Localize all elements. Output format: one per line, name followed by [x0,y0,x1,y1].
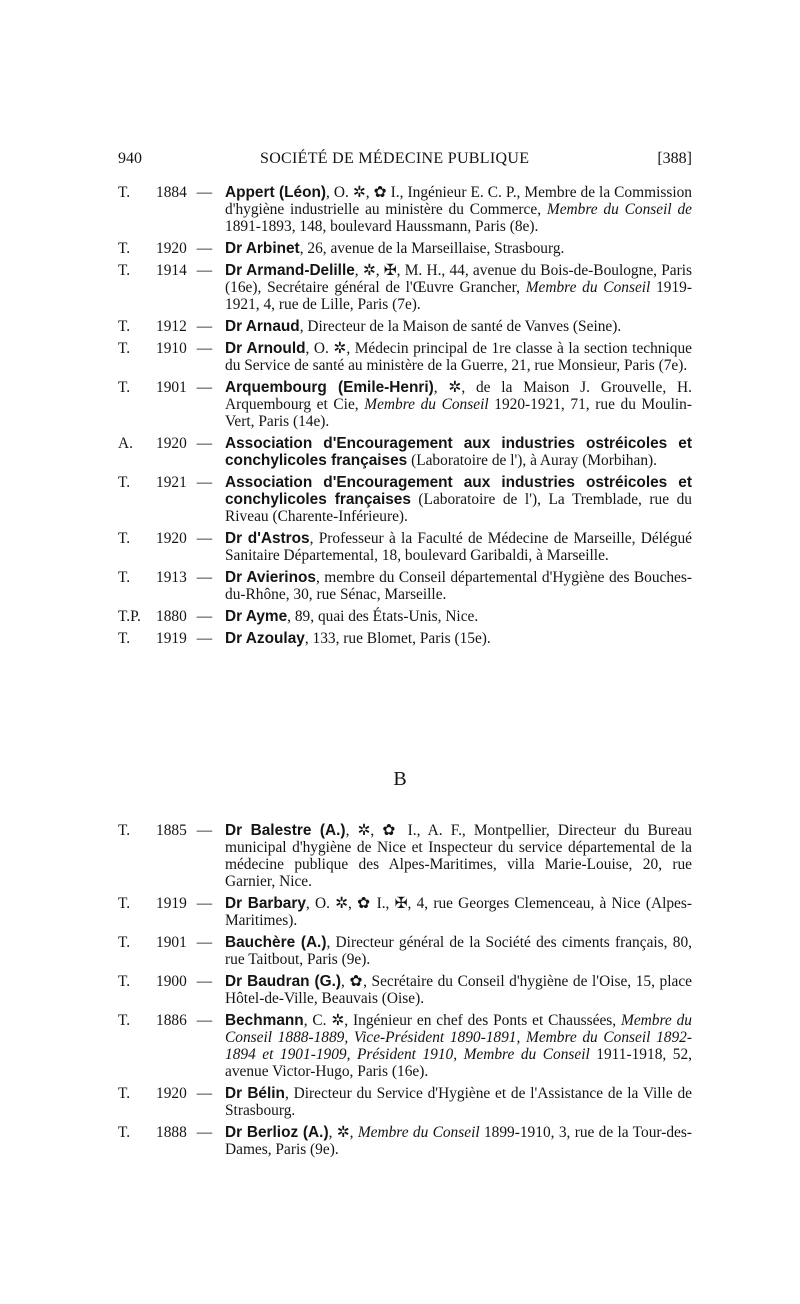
entry-dash: — [196,1012,213,1029]
member-entry [118,1012,692,1080]
entry-dash: — [196,895,213,912]
member-entry [118,822,692,890]
member-entry [118,379,692,430]
member-role: Membre du Conseil [364,396,489,413]
member-entry [118,630,692,647]
entry-text [225,240,564,257]
member-details: , membre du Conseil départemental d'Hygiène des Bouches-du-Rhône, 30, rue Sénac, Marseille. [225,569,693,603]
member-name: Dr Azoulay [225,630,305,647]
member-name: Dr Armand-Delille [225,262,355,279]
member-entry [118,184,692,235]
entry-year: 1920 [156,1085,187,1102]
entry-year: 1912 [156,318,187,335]
entry-dash: — [196,1124,213,1141]
member-details: , Directeur général de la Société des ciments français, 80, rue Taitbout, Paris (9e). [225,934,693,968]
member-entry [118,608,692,625]
member-details: (Laboratoire de l'), à Auray (Morbihan). [407,452,658,469]
entry-dash: — [196,822,213,839]
member-details-tail: 1919-1921, 4, rue de Lille, Paris (7e). [225,279,692,313]
entry-dash: — [196,934,213,951]
member-details: , 133, rue Blomet, Paris (15e). [304,630,491,647]
member-details: , ✲, de la Maison J. Grouvelle, H. Arquembourg et Cie, [225,379,692,413]
entry-year: 1901 [156,379,187,396]
member-details: , 26, avenue de la Marseillaise, Strasbourg. [299,240,565,257]
entry-meta [118,569,212,586]
member-details-tail: 1899-1910, 3, rue de la Tour-des-Dames, Paris (9e). [225,1124,692,1158]
entry-meta [118,630,212,647]
member-name: Dr d'Astros [225,530,310,547]
membership-class: T. [118,318,131,335]
entry-year: 1919 [156,630,187,647]
entry-text [225,379,692,430]
membership-class: T. [118,474,131,491]
member-name: Dr Avierinos [225,569,316,586]
member-entry [118,435,692,469]
member-name: Dr Arnould [225,340,306,357]
member-details-tail: 1891-1893, 148, boulevard Haussmann, Paris (8e). [225,218,539,235]
entry-text [225,318,621,335]
member-details: (Laboratoire de l'), La Tremblade, rue du Riveau (Charente-Inférieure). [225,491,693,525]
member-details: , O. ✲, ✿ I., ✠, 4, rue Georges Clemenceau, à Nice (Alpes-Maritimes). [225,895,692,929]
member-entry [118,973,692,1007]
entry-year: 1920 [156,530,187,547]
entry-year: 1920 [156,435,187,452]
membership-class: T. [118,262,131,279]
entry-dash: — [196,630,213,647]
entry-meta [118,340,212,357]
entry-text [225,895,692,929]
entry-year: 1913 [156,569,187,586]
entry-year: 1900 [156,973,187,990]
entry-text [225,1085,692,1119]
membership-class: T. [118,530,131,547]
member-name: Dr Barbary [225,895,306,912]
member-entry [118,262,692,313]
member-entry [118,934,692,968]
entry-dash: — [196,184,213,201]
entry-dash: — [196,1085,213,1102]
entry-meta [118,184,212,201]
entry-dash: — [196,608,213,625]
member-name: Dr Bélin [225,1085,285,1102]
page-number: 940 [118,150,142,167]
member-entry [118,240,692,257]
membership-class: T. [118,1085,131,1102]
member-name: Bechmann [225,1012,304,1029]
entry-year: 1914 [156,262,187,279]
entry-dash: — [196,973,213,990]
membership-class: T. [118,569,131,586]
entry-meta [118,895,212,912]
entry-dash: — [196,569,213,586]
member-name: Dr Ayme [225,608,288,625]
entry-year: 1886 [156,1012,187,1029]
member-name: Dr Arbinet [225,240,300,257]
member-list-b [118,822,692,1163]
entry-text [225,822,692,890]
member-details: , ✲, [328,1124,358,1141]
entry-meta [118,1012,212,1029]
member-details: , O. ✲, Médecin principal de 1re classe à la section technique du Service de santé au ministère de la Guerre, 21, rue Monsieur, Paris (7e). [225,340,693,374]
membership-class: T. [118,934,131,951]
entry-meta [118,1124,212,1141]
member-entry [118,1085,692,1119]
entry-dash: — [196,379,213,396]
membership-class: T. [118,973,131,990]
member-entry [118,895,692,929]
entry-meta [118,530,212,547]
member-name: Dr Baudran (G.) [225,973,342,990]
member-name: Dr Arnaud [225,318,300,335]
entry-meta [118,608,212,625]
membership-class: T. [118,1012,131,1029]
entry-year: 1884 [156,184,187,201]
member-name: Arquembourg (Emile-Henri) [225,379,434,396]
entry-dash: — [196,262,213,279]
page-reference: [388] [657,150,692,167]
entry-text [225,973,692,1007]
membership-class: T. [118,822,131,839]
member-role: Membre du Conseil [357,1124,480,1141]
entry-text [225,530,692,564]
entry-year: 1901 [156,934,187,951]
entry-meta [118,474,212,491]
entry-year: 1910 [156,340,187,357]
member-details-tail: 1920-1921, 71, rue du Moulin-Vert, Paris (14e). [225,396,692,430]
member-details: , Directeur du Service d'Hygiène et de l'Assistance de la Ville de Strasbourg. [225,1085,692,1119]
entry-meta [118,318,212,335]
entry-meta [118,379,212,396]
entry-text [225,608,478,625]
entry-dash: — [196,435,213,452]
membership-class: A. [118,435,133,452]
member-entry [118,1124,692,1158]
member-details-tail: 1911-1918, 52, avenue Victor-Hugo, Paris (16e). [225,1046,692,1080]
member-role: Membre du Conseil de [546,201,692,218]
membership-class: T. [118,340,131,357]
member-details: , C. ✲, Ingénieur en chef des Ponts et Chaussées, [303,1012,622,1029]
entry-text [225,934,692,968]
member-list-a [118,184,692,652]
member-details: , ✲, ✿ I., A. F., Montpellier, Directeur du Bureau municipal d'hygiène de Nice et Inspecteur du service départemental de la médecine publique des Alpes-Maritimes, villa Marie-Louise, 20, rue Garnier, Nice. [225,822,693,890]
page-header [118,150,692,174]
section-letter: B [393,768,407,790]
entry-dash: — [196,318,213,335]
entry-dash: — [196,530,213,547]
membership-class: T. [118,184,131,201]
membership-class: T.P. [118,608,141,625]
member-entry [118,318,692,335]
entry-year: 1880 [156,608,187,625]
entry-meta [118,240,212,257]
member-name: Appert (Léon) [225,184,327,201]
entry-text [225,1012,692,1080]
membership-class: T. [118,1124,131,1141]
member-details: , O. ✲, ✿ I., Ingénieur E. C. P., Membre de la Commission d'hygiène industrielle au ministère du Commerce, [225,184,692,218]
entry-dash: — [196,240,213,257]
member-entry [118,530,692,564]
member-entry [118,340,692,374]
entry-meta [118,435,212,452]
entry-text [225,435,692,469]
entry-meta [118,973,212,990]
entry-text [225,630,491,647]
member-details: , Directeur de la Maison de santé de Vanves (Seine). [299,318,622,335]
entry-year: 1921 [156,474,187,491]
member-details: , ✿, Secrétaire du Conseil d'hygiène de l'Oise, 15, place Hôtel-de-Ville, Beauvais (Oise). [225,973,692,1007]
entry-text [225,569,692,603]
entry-meta [118,1085,212,1102]
member-name: Dr Balestre (A.) [225,822,346,839]
membership-class: T. [118,630,131,647]
entry-text [225,262,692,313]
member-details: , 89, quai des États-Unis, Nice. [287,608,479,625]
membership-class: T. [118,895,131,912]
membership-class: T. [118,240,131,257]
entry-year: 1919 [156,895,187,912]
member-name: Dr Berlioz (A.) [225,1124,329,1141]
member-name: Association d'Encouragement aux industries ostréicoles et conchylicoles françaises [225,474,692,508]
entry-dash: — [196,340,213,357]
member-name: Association d'Encouragement aux industries ostréicoles et conchylicoles françaises [225,435,692,469]
entry-text [225,1124,692,1158]
entry-year: 1920 [156,240,187,257]
member-name: Bauchère (A.) [225,934,327,951]
member-role: Membre du Conseil [525,279,651,296]
entry-year: 1885 [156,822,187,839]
membership-class: T. [118,379,131,396]
entry-year: 1888 [156,1124,187,1141]
entry-text [225,340,692,374]
member-details: , Professeur à la Faculté de Médecine de Marseille, Délégué Sanitaire Départemental, 18, boulevard Garibaldi, à Marseille. [225,530,692,564]
entry-dash: — [196,474,213,491]
member-entry [118,474,692,525]
entry-meta [118,934,212,951]
running-title: SOCIÉTÉ DE MÉDECINE PUBLIQUE [260,150,530,167]
entry-text [225,474,692,525]
member-details: , ✲, ✠, M. H., 44, avenue du Bois-de-Boulogne, Paris (16e), Secrétaire général de l'Œuvre Grancher, [225,262,692,296]
member-role: Membre du Conseil 1888-1889, Vice-Président 1890-1891, Membre du Conseil 1892-1894 et 1901-1909, Président 1910, Membre du Conseil [225,1012,693,1063]
entry-meta [118,262,212,279]
member-entry [118,569,692,603]
entry-meta [118,822,212,839]
entry-text [225,184,692,235]
